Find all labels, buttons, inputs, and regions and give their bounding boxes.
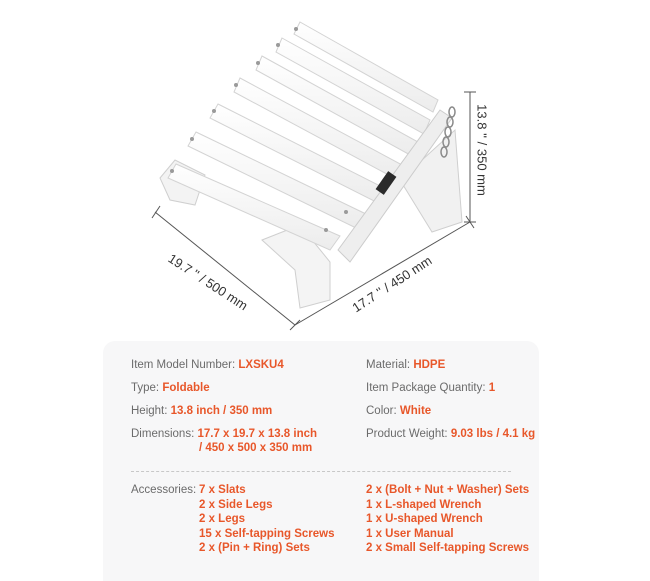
list-item: 2 x Small Self-tapping Screws bbox=[366, 542, 529, 554]
type-value: Foldable bbox=[162, 382, 210, 394]
model-value: LXSKU4 bbox=[238, 359, 284, 371]
spec-card bbox=[103, 341, 539, 581]
list-item: 1 x L-shaped Wrench bbox=[366, 498, 482, 511]
dimensions-row: Dimensions: 17.7 x 19.7 x 13.8 inch bbox=[131, 428, 318, 440]
depth-dimension-label: 19.7 '' / 500 mm bbox=[165, 250, 251, 314]
color-value: White bbox=[399, 405, 432, 417]
package-quantity-row: Item Package Quantity: 1 bbox=[366, 382, 496, 394]
divider bbox=[131, 471, 511, 472]
list-item: 2 x (Pin + Ring) Sets bbox=[199, 542, 310, 554]
weight-row: Product Weight: 9.03 lbs / 4.1 kg bbox=[366, 428, 536, 440]
package-quantity-value: 1 bbox=[488, 382, 496, 394]
list-item: 2 x Legs bbox=[199, 513, 246, 525]
color-row: Color: White bbox=[366, 405, 432, 417]
dimensions-value-line1: 17.7 x 19.7 x 13.8 inch bbox=[197, 428, 318, 440]
model-row: Item Model Number: LXSKU4 bbox=[131, 359, 284, 371]
list-item: 15 x Self-tapping Screws bbox=[199, 527, 335, 540]
accessories-list-right bbox=[366, 483, 529, 556]
list-item: 7 x Slats bbox=[199, 484, 246, 496]
height-row: Height: 13.8 inch / 350 mm bbox=[131, 405, 273, 417]
accessories-label: Accessories: bbox=[131, 484, 197, 496]
dimensions-value-line2: / 450 x 500 x 350 mm bbox=[199, 442, 313, 454]
type-row: Type: Foldable bbox=[131, 382, 210, 394]
width-dimension-label: 17.7 '' / 450 mm bbox=[349, 252, 435, 316]
list-item: 2 x Side Legs bbox=[199, 498, 273, 511]
height-value: 13.8 inch / 350 mm bbox=[170, 405, 273, 417]
accessories-list-left bbox=[199, 483, 335, 556]
material-value: HDPE bbox=[413, 359, 446, 371]
dimensions-row-2 bbox=[199, 441, 312, 455]
list-item: 1 x U-shaped Wrench bbox=[366, 513, 483, 525]
weight-value: 9.03 lbs / 4.1 kg bbox=[450, 428, 536, 440]
height-dimension-label: 13.8 '' / 350 mm bbox=[474, 104, 490, 196]
list-item: 2 x (Bolt + Nut + Washer) Sets bbox=[366, 484, 530, 496]
list-item: 1 x User Manual bbox=[366, 527, 454, 540]
slats bbox=[168, 22, 438, 250]
material-row: Material: HDPE bbox=[366, 359, 446, 371]
